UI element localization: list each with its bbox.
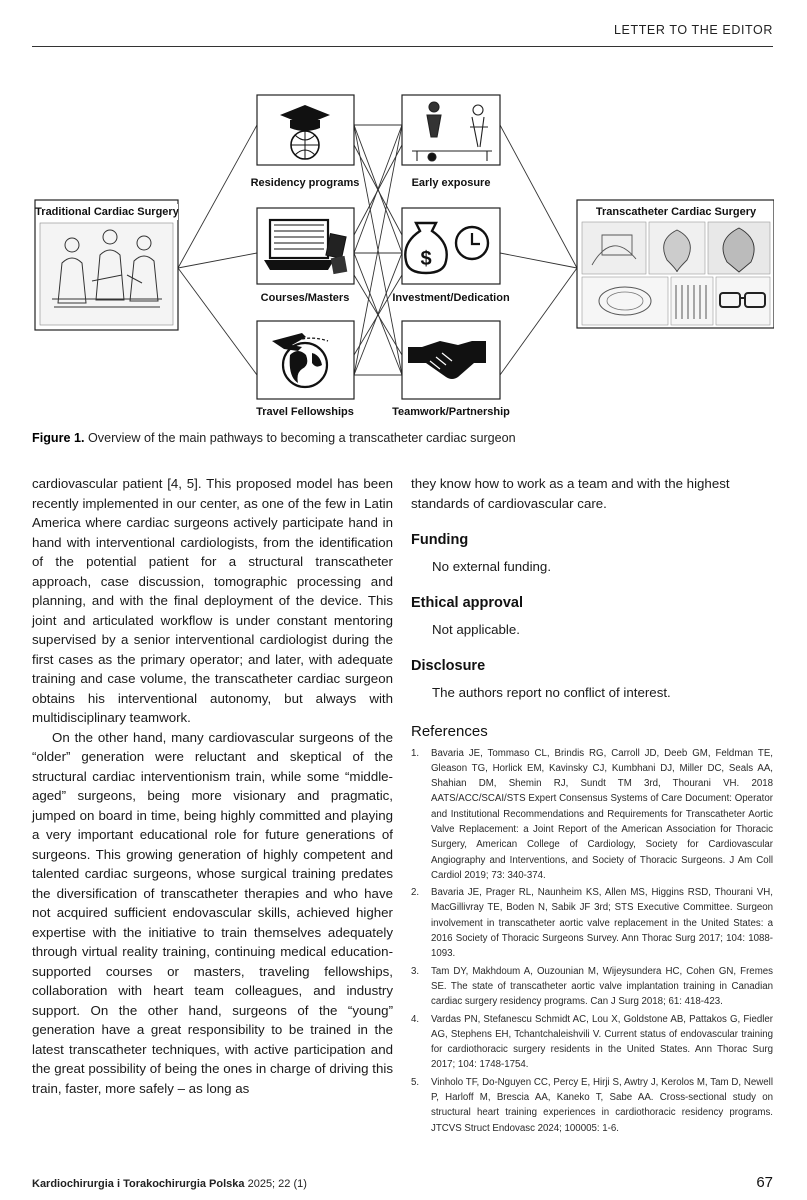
reference-item [411,885,773,961]
reference-text: Bavaria JE, Tommaso CL, Brindis RG, Carroll JD, Deeb GM, Feldman TE, Gleason TG, Horlick EM, Kavinsky CJ, Kumbhani DJ, Miller DC, Seals AA, Shahian DM, Shemin RJ, Sundt TM 3rd, Thourani VH. 2018 AATS/ACC/SCAI/STS Expert Consensus Systems of Care Document: Operator and Institutional Recommendations and Requirements for Transcatheter Aortic Valve Replacement: a Joint Report of the American Association for Thoracic Surgery, American College of Cardiology, Society for Cardiovascular Angiography and Interventions, and Society of Thoracic Surgeons. J Am Coll Cardiol 2019; 73: 340-374. [431,747,773,881]
funding-heading: Funding [411,532,469,548]
transcatheter-surgery-label: Transcatheter Cardiac Surgery [595,206,757,218]
disclosure-text: The authors report no conflict of interest. [432,684,671,700]
travel-fellowships-label: Travel Fellowships [256,406,354,418]
funding-text: No external funding. [432,558,552,574]
disclosure-heading: Disclosure [411,658,486,674]
reference-number: 3. [411,965,420,977]
dollar-sign: $ [420,248,432,270]
page-header [0,0,807,50]
body-paragraph: cardiovascular patient [4, 5]. This proposed model has been recently implemented in our center, as one of the few in Latin America where cardiac surgeons actively participate hand in hand with interventional cardiologists, from the identification of the potential patient for a structural transcatheter approach, case discussion, tomographic processing and planning, and with the final deployment of the device. This joint and articulated workflow is under constant mentoring supervised by a senior interventional cardiologist during the first cases as the primary operator; and later, with adequate training and case volume, the transcatheter cardiac surgeon obtains his interventional autonomy, but always with multidisciplinary teamwork. [32,476,393,725]
body-left-column [32,474,393,1098]
references-list [411,746,773,1136]
investment-dedication-label: Investment/Dedication [392,292,510,304]
caption-label: Figure 1. [32,431,85,445]
node-courses-masters [257,208,354,304]
page-number: 67 [756,1174,773,1191]
body-paragraph: On the other hand, many cardiovascular surgeons of the “older” generation were reluctant and skeptical of the structural cardiac interventionism train, while some “middle-aged” surgeons, being more visionary and pragmatic, jumped on board in time, being highly committed and playing a very important educational role for future generations of surgeons. This growing generation of highly competent and talented cardiac surgeons, whose surgical training predates the diversification of transcatheter therapies and who have not acquired sufficient endovascular skills, achieved higher expertise with the initiative to train themselves adequately through virtual reality training, continuing medical education-supported courses or masters, traveling fellowships, collaboration with heart team colleagues, and industry support. On the other hand, surgeons of the “young” generation have a great responsibility to be trained in the latest transcatheter techniques, with active participation and the great possibility of being the ones in charge of driving this train, faster, more safely – as long as [32,729,393,1096]
cath-lab-image [582,222,646,274]
section-label: LETTER TO THE EDITOR [613,23,773,37]
reference-text: Tam DY, Makhdoum A, Ouzounian M, Wijeysundera HC, Cohen GN, Fremes SE. The state of transcatheter aortic valve implantation training in Canadian cardiac surgery residency programs. Can J Surg 2018; 61: 418-423. [431,965,773,1008]
transcatheter-surgery-box [577,200,774,328]
reference-number: 1. [411,747,420,759]
reference-number: 5. [411,1076,420,1088]
reference-text: Vardas PN, Stefanescu Schmidt AC, Lou X, Goldstone AB, Pattakos G, Fiedler AG, Stephens EH, Tchantchaleishvili V. Current status of endovascular training for cardiothoracic surgery residents in the United States. Ann Thorac Surg 2017; 104: 1748-1754. [431,1013,773,1071]
references-heading: References [411,723,488,740]
footer-journal [32,1178,307,1190]
reference-text: Bavaria JE, Prager RL, Naunheim KS, Allen MS, Higgins RSD, Thourani VH, MacGillivray TE, Boden N, Sabik JF 3rd; STS Executive Committee. Surgeon involvement in transcatheter aortic valve replacement in the United States: a 2016 Society of Thoracic Surgeons Survey. Ann Thorac Surg 2017; 104: 1088-1093. [431,887,773,960]
node-teamwork-partnership [392,321,510,418]
figure-1 [32,85,774,425]
traditional-surgery-box [35,200,180,330]
journal-name: Kardiochirurgia i Torakochirurgia Polska [32,1178,245,1190]
reference-item [411,746,773,884]
courses-masters-label: Courses/Masters [260,292,350,304]
reference-item [411,1012,773,1073]
reference-number: 4. [411,1013,420,1025]
node-early-exposure [402,95,500,189]
node-investment-dedication [392,208,510,304]
continuation-paragraph: they know how to work as a team and with the highest standards of cardiovascular care. [411,476,730,511]
reference-text: Vinholo TF, Do-Nguyen CC, Percy E, Hirji S, Awtry J, Kerolos M, Tam D, Newell P, Harloff M, Brescia AA, Kaneko T, Sabe AA. Cross-sectional study on structural heart training experiences in cardiothoracic residency programs. JTCVS Struct Endovasc 2024; 100005: 1-6. [431,1076,773,1134]
traditional-surgery-label: Traditional Cardiac Surgery [35,206,179,218]
figure-caption [32,430,774,446]
catheter-tools-image [671,277,713,325]
reference-number: 2. [411,887,420,899]
node-travel-fellowships [256,321,354,418]
connector-lines [178,125,577,375]
teamwork-partnership-label: Teamwork/Partnership [392,406,510,418]
pathways-diagram [32,85,774,425]
reference-item [411,1075,773,1136]
ethics-text: Not applicable. [432,621,520,637]
reference-item [411,964,773,1010]
header-rule [32,46,773,47]
body-right-column [411,474,773,1138]
node-residency-programs [251,95,360,189]
valve-stent-image [582,277,668,325]
early-exposure-label: Early exposure [411,177,491,189]
journal-issue: 2025; 22 (1) [244,1178,307,1190]
caption-text: Overview of the main pathways to becoming a transcatheter cardiac surgeon [84,431,516,445]
ethics-heading: Ethical approval [411,595,524,611]
protective-glasses-image [716,277,770,325]
residency-programs-label: Residency programs [250,177,360,189]
